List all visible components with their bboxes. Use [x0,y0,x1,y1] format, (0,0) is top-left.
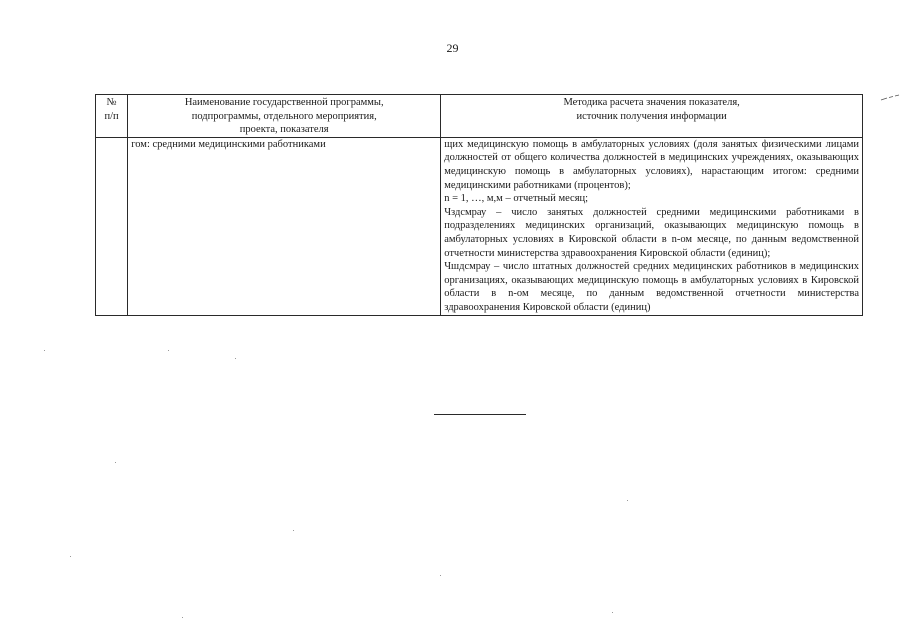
header-method-line-1: Методика расчета значения показателя, [563,97,740,108]
table-row [96,137,863,315]
scan-speck [115,462,116,463]
scan-speck [440,575,441,576]
scan-stray-mark [880,94,900,102]
indicator-table [95,94,863,316]
scan-speck [168,350,169,351]
header-cell-name [128,95,441,138]
header-number-sign: № [106,97,117,108]
header-name-line-1: Наименование государственной программы, [184,97,384,108]
scan-speck [627,500,628,501]
method-paragraph-2: n = 1, …, м,м – отчетный месяц; [444,193,589,205]
end-of-document-rule [434,414,526,415]
scan-speck [44,350,45,351]
header-cell-number [96,95,128,138]
page-number: 29 [446,41,459,55]
scan-speck [182,617,183,618]
method-paragraph-3: Чздсмрау – число занятых должностей средними медицинскими работниками в подразделениях медицинских организаций, оказывающих медицинскую помощь в амбулаторных условиях в Кировской области в n-ом месяце, по данным ведомственной отчетности министерства здравоохранения Кировской области (единиц); [444,206,859,259]
scan-speck [70,556,71,557]
method-paragraph-4: Чшдсмрау – число штатных должностей средних медицинских работников в медицинских организациях, оказывающих медицинскую помощь в амбулаторных условиях в Кировской области в n-ом месяце, по данным ведомственной отчетности министерства здравоохранения Кировской области (единиц) [444,261,859,313]
method-paragraph-1: щих медицинскую помощь в амбулаторных условиях (доля занятых физическими лицами должностей от общего количества должностей в медицинских учреждениях, оказывающих медицинскую помощь в амбулаторных условиях), нарастающим итогом: средними медицинскими работниками (процентов); [444,138,859,191]
row-method-cell [441,137,863,315]
table-header-row [96,95,863,138]
header-method-line-2: источник получения информации [576,110,727,122]
scan-speck [235,358,236,359]
header-number-label: п/п [104,110,119,122]
row-number-cell [96,137,128,315]
scan-speck [612,612,613,613]
header-name-line-3: проекта, показателя [239,124,329,136]
row-name-cell: гом: средними медицинскими работниками [128,137,441,315]
header-name-line-2: подпрограммы, отдельного мероприятия, [191,110,377,122]
header-cell-method [441,95,863,138]
scan-speck [293,530,294,531]
